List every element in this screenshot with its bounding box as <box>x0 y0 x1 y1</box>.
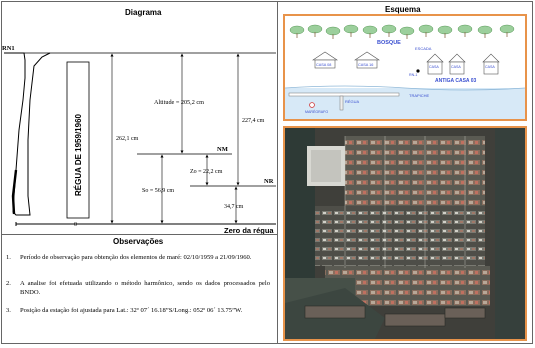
observation-number: 3. <box>6 307 11 314</box>
aerial-image <box>285 128 525 339</box>
casa-a-label: CASA <box>429 65 439 69</box>
pier-profile <box>4 53 50 215</box>
aerial-photo <box>283 126 527 341</box>
benchmark-label: RN1 <box>2 45 15 52</box>
observation-number: 2. <box>6 280 11 287</box>
observation-text: A analise foi efetuada utilizando o método harmônico, sendo os dados processados pelo BNDO. <box>20 280 270 296</box>
zo-label: Zo = 22,2 cm <box>190 169 223 175</box>
observation-text: Posição da estação foi ajustada para Lat.: 32º 07´ 16.18”S/Long.: 052º 06´ 13.75”W. <box>20 307 243 314</box>
tide-diagram <box>2 20 277 234</box>
casa08-label: CASA 08 <box>316 63 332 67</box>
vertical-divider <box>277 1 278 344</box>
antiga-casa-label: ANTIGA CASA 03 <box>435 78 477 84</box>
schema-box <box>283 14 527 121</box>
tree-icon <box>290 25 514 35</box>
maregrafo-marker <box>310 103 315 108</box>
schema-title: Esquema <box>385 5 421 14</box>
bottom-label: 34,7 cm <box>224 204 244 210</box>
maregrafo-label: MARÉGRAFO <box>305 110 329 114</box>
bosque-label: BOSQUE <box>377 40 401 46</box>
observation-text: Período de observação para obtenção dos elementos de maré: 02/10/1959 a 21/09/1960. <box>20 254 252 261</box>
horizontal-divider <box>1 234 278 235</box>
so-label: So = 56,9 cm <box>142 188 175 194</box>
altitude-label: Altitude = 205,2 cm <box>154 99 204 106</box>
observation-number: 1. <box>6 254 11 261</box>
rn1-label: RN-1 <box>409 73 418 77</box>
ruler-label: RÉGUA DE 1959/1960 <box>74 114 83 196</box>
casa16-label: CASA 16 <box>358 63 374 67</box>
trapiche-deck <box>289 93 399 96</box>
site-schema <box>285 16 525 119</box>
escada-label: ESCADA <box>415 46 432 51</box>
casa-c-label: CASA <box>485 65 495 69</box>
regua-label: RÉGUA <box>345 99 360 104</box>
trapiche-label: TRAPICHE <box>409 93 430 98</box>
water-area <box>285 88 525 119</box>
total-left-label: 262,1 cm <box>116 136 139 142</box>
house-icon <box>313 52 499 74</box>
nm-label: NM <box>217 146 228 153</box>
diagram-title: Diagrama <box>125 8 162 17</box>
observations-title: Observações <box>113 237 164 246</box>
total-right-label: 227,4 cm <box>242 118 265 124</box>
zero-label: Zero da régua <box>224 226 274 234</box>
regua-post <box>340 96 343 110</box>
zero-tick: 0 <box>74 222 77 228</box>
nr-label: NR <box>264 178 274 185</box>
casa-b-label: CASA <box>451 65 461 69</box>
